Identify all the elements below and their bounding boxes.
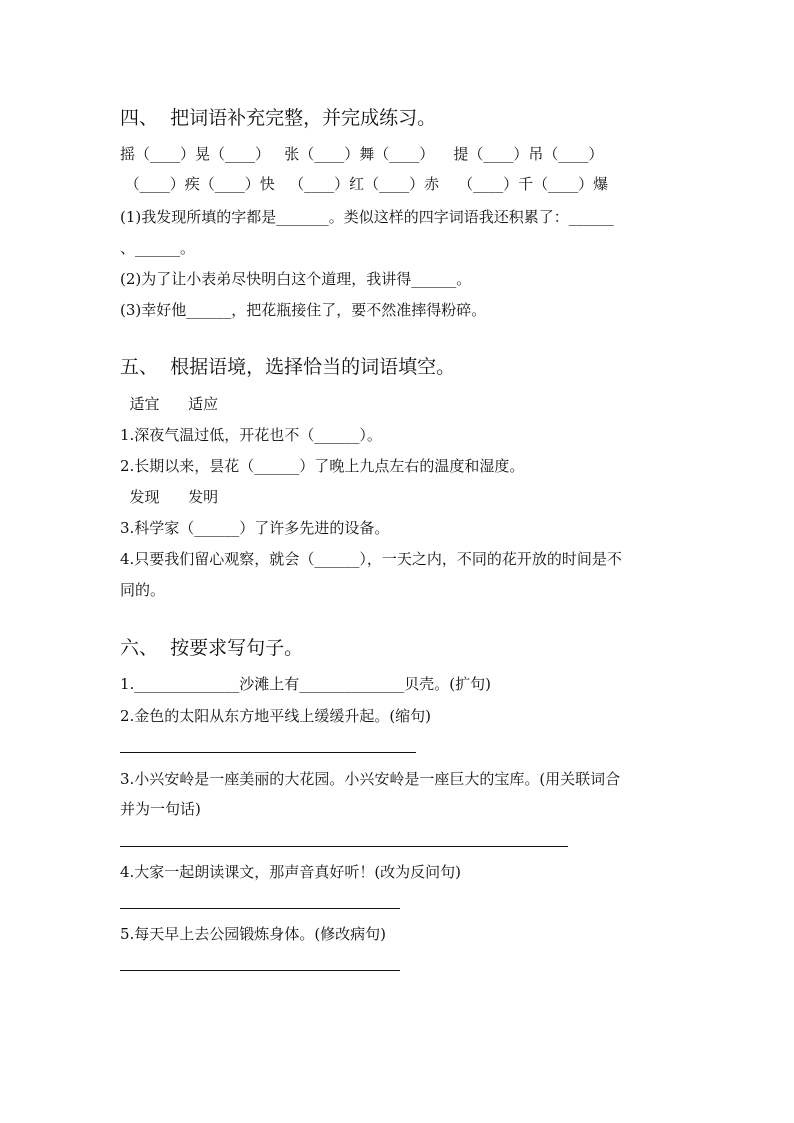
section-4-row-2: （____）疾（____）快 （____）红（____）赤 （____）千（____）爆 [120, 175, 609, 193]
answer-line[interactable] [120, 846, 568, 847]
section-6-question-5: 5.每天早上去公园锻炼身体。(修改病句) [120, 925, 387, 943]
section-6-question-1: 1.______________沙滩上有______________贝壳。(扩句) [120, 675, 492, 693]
section-5-heading: 五、 根据语境，选择恰当的词语填空。 [120, 356, 456, 378]
section-5-question-2: 2.长期以来，昙花（______）了晚上九点左右的温度和湿度。 [120, 457, 525, 475]
section-5-question-4-line-1: 4.只要我们留心观察，就会（______），一天之内，不同的花开放的时间是不 [120, 550, 622, 568]
section-6-question-3-line-1: 3.小兴安岭是一座美丽的大花园。小兴安岭是一座巨大的宝库。(用关联词合 [120, 770, 621, 788]
section-5-word-pair-2: 发现 发明 [120, 488, 219, 506]
section-4-heading: 四、 把词语补充完整，并完成练习。 [120, 107, 437, 129]
answer-line[interactable] [120, 908, 400, 909]
section-4-row-1: 摇（____）晃（____） 张（____）舞（____） 提（____）吊（____） [120, 145, 604, 163]
section-5-word-pair-1: 适宜 适应 [120, 395, 219, 413]
section-6-question-3-line-2: 并为一句话) [120, 800, 201, 818]
section-6-question-2: 2.金色的太阳从东方地平线上缓缓升起。(缩句) [120, 707, 432, 725]
section-6-heading: 六、 按要求写句子。 [120, 637, 304, 659]
section-5-question-3: 3.科学家（______）了许多先进的设备。 [120, 519, 390, 537]
section-5-question-4-line-2: 同的。 [120, 581, 166, 599]
answer-line[interactable] [120, 752, 416, 753]
section-4-question-2: (2)为了让小表弟尽快明白这个道理，我讲得______。 [120, 270, 472, 288]
section-6-question-4: 4.大家一起朗读课文，那声音真好听！(改为反问句) [120, 863, 462, 881]
section-4-question-1-line-2: 、______。 [120, 239, 196, 257]
answer-line[interactable] [120, 970, 400, 971]
section-4-question-1-line-1: (1)我发现所填的字都是_______。类似这样的四字词语我还积累了：______ [120, 208, 614, 226]
section-4-question-3: (3)幸好他______，把花瓶接住了，要不然准摔得粉碎。 [120, 301, 487, 319]
section-5-question-1: 1.深夜气温过低，开花也不（______）。 [120, 426, 382, 444]
